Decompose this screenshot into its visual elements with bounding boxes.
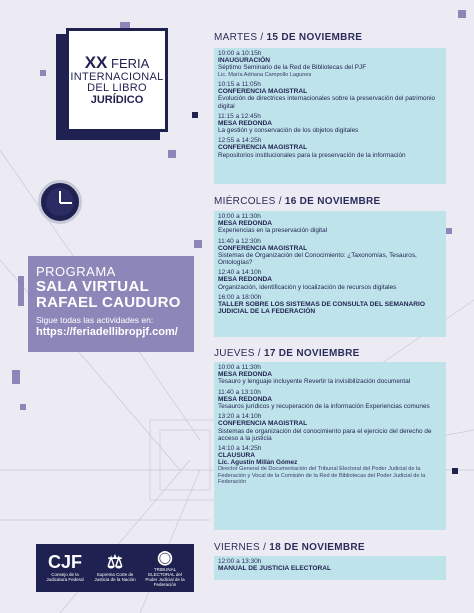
decorative-pixel: [12, 370, 20, 384]
event-type: MESA REDONDA: [218, 220, 272, 228]
event-title: La gestión y conservación de los objetos digitales: [218, 127, 359, 135]
event-type: CONFERENCIA MAGISTRAL: [218, 144, 308, 152]
institution-logos: [36, 544, 194, 592]
follow-text: Sigue todas las actividades en:: [36, 314, 154, 325]
event-time: 10:15 a 11:05h: [218, 80, 261, 88]
tepjf-logo-mark: ◉: [157, 547, 173, 568]
title-line-1: XX FERIA: [84, 52, 150, 72]
title-line-2: INTERNACIONAL: [70, 70, 164, 83]
website-link[interactable]: https://feriadellibropjf.com/: [36, 325, 178, 338]
event-type: MESA REDONDA: [218, 276, 272, 284]
event-time: 12:40 a 14:10h: [218, 269, 262, 277]
room-name-line-1: SALA VIRTUAL: [36, 278, 150, 295]
scjn-logo-mark: ⚖: [106, 552, 124, 573]
decorative-pixel: [446, 228, 452, 234]
event-title: Sistemas de organización del conocimiento para el ejercicio del derecho de acceso a la justicia: [218, 427, 432, 442]
schedule-event: [218, 213, 442, 235]
event-title: Repositorios institucionales para la preservación de la información: [218, 151, 406, 159]
cjf-logo-caption: Consejo de la Judicatura Federal: [46, 572, 84, 582]
schedule-event: [218, 113, 442, 135]
event-time: 16:00 a 18:00h: [218, 293, 262, 301]
day-header-tuesday: MARTES / 15 DE NOVIEMBRE: [214, 32, 363, 43]
day-schedule-tuesday: [214, 48, 446, 184]
event-title: Tesauros jurídicos y recuperación de la información Experiencias comunes: [218, 402, 430, 410]
event-type: CONFERENCIA MAGISTRAL: [218, 244, 308, 252]
program-info-box: [28, 256, 194, 352]
event-type: MESA REDONDA: [218, 119, 272, 127]
decorative-pixel: [20, 404, 26, 410]
event-title: Tesauro y lenguaje incluyente Revertir la invisibilización documental: [218, 378, 411, 386]
schedule-event: [218, 413, 442, 442]
day-header-friday: VIERNES / 18 DE NOVIEMBRE: [214, 542, 365, 553]
program-label: PROGRAMA: [36, 264, 116, 279]
event-title: Séptimo Seminario de la Red de Bibliotecas del PJF: [218, 64, 367, 72]
event-time: 10:00 a 11:30h: [218, 364, 261, 371]
day-schedule-friday: [214, 556, 446, 580]
day-header-wednesday: MIÉRCOLES / 16 DE NOVIEMBRE: [214, 196, 381, 207]
decorative-pixel: [192, 112, 198, 118]
event-title: Experiencias en la preservación digital: [218, 227, 328, 235]
decorative-pixel: [458, 10, 466, 18]
decorative-pixel: [452, 468, 458, 474]
event-time: 12:00 a 13:30h: [218, 558, 262, 565]
event-type: INAUGURACIÓN: [218, 57, 271, 65]
decorative-pixel: [194, 240, 202, 248]
clock-icon: [38, 180, 82, 224]
room-name-line-2: RAFAEL CAUDURO: [36, 293, 181, 311]
schedule-event: [218, 558, 442, 572]
decorative-pixel: [40, 70, 46, 76]
day-header-thursday: JUEVES / 17 DE NOVIEMBRE: [214, 348, 360, 359]
tepjf-logo-caption: TRIBUNAL ELECTORAL del Poder Judicial de la Federación: [145, 567, 185, 587]
event-speaker-role: Director General de Documentación del Tribunal Electoral del Poder Judicial de la Federación y Vocal de la Comisión de la Red de Bibliotecas del Poder Judicial de la Federación: [218, 466, 426, 486]
clock-minute-hand: [60, 202, 72, 204]
cjf-logo: [42, 553, 88, 583]
event-time: 11:40 a 12:30h: [218, 237, 261, 245]
title-line-3: DEL LIBRO: [87, 82, 147, 95]
schedule-event: [218, 137, 442, 159]
event-type: CONFERENCIA MAGISTRAL: [218, 420, 308, 428]
scjn-eagle-logo: [92, 553, 138, 583]
event-time: 12:55 a 14:25h: [218, 137, 262, 145]
event-time: 10:00 a 11:30h: [218, 213, 261, 220]
event-speaker: Lic. Agustín Millán Gómez: [218, 459, 298, 467]
event-title: Evolución de directrices internacionales sobre la preservación del patrimonio digital: [218, 95, 436, 110]
day-schedule-wednesday: [214, 211, 446, 337]
event-type: TALLER SOBRE LOS SISTEMAS DE CONSULTA DEL SEMANARIO JUDICIAL DE LA FEDERACIÓN: [218, 301, 425, 316]
schedule-event: [218, 294, 442, 316]
decorative-pixel: [168, 150, 176, 158]
event-time: 11:15 a 12:45h: [218, 112, 261, 120]
event-type: CONFERENCIA MAGISTRAL: [218, 88, 308, 96]
schedule-event: [218, 269, 442, 291]
event-type: CLAUSURA: [218, 452, 255, 459]
schedule-event: [218, 364, 442, 386]
event-time: 10:00 a 10:15h: [218, 50, 262, 57]
schedule-event: [218, 389, 442, 411]
event-title: Organización, identificación y localización de recursos digitales: [218, 283, 397, 291]
event-time: 13:20 a 14:10h: [218, 413, 262, 421]
event-type: MANUAL DE JUSTICIA ELECTORAL: [218, 565, 332, 573]
decorative-pixel: [18, 276, 24, 306]
schedule-event: [218, 238, 442, 267]
event-time: 14:10 a 14:25h: [218, 444, 262, 452]
schedule-event: [218, 445, 442, 486]
tepjf-seal-logo: [142, 548, 188, 588]
event-title: Sistemas de Organización del Conocimiento: ¿Taxonomías, Tesauros, Ontologías?: [218, 251, 417, 267]
schedule-event: [218, 81, 442, 110]
event-speaker: Lic. María Adriana Campollo Lagunes: [218, 71, 312, 78]
day-schedule-thursday: [214, 362, 446, 530]
scjn-logo-caption: Suprema Corte de Justicia de la Nación: [94, 572, 136, 582]
book-cover: [66, 28, 168, 132]
title-line-4: JURÍDICO: [90, 93, 144, 106]
event-title-book: [56, 28, 166, 140]
schedule-event: [218, 50, 442, 78]
event-time: 11:40 a 13:10h: [218, 388, 261, 396]
event-type: MESA REDONDA: [218, 395, 272, 403]
cjf-logo-mark: CJF: [47, 552, 82, 573]
event-type: MESA REDONDA: [218, 371, 272, 379]
